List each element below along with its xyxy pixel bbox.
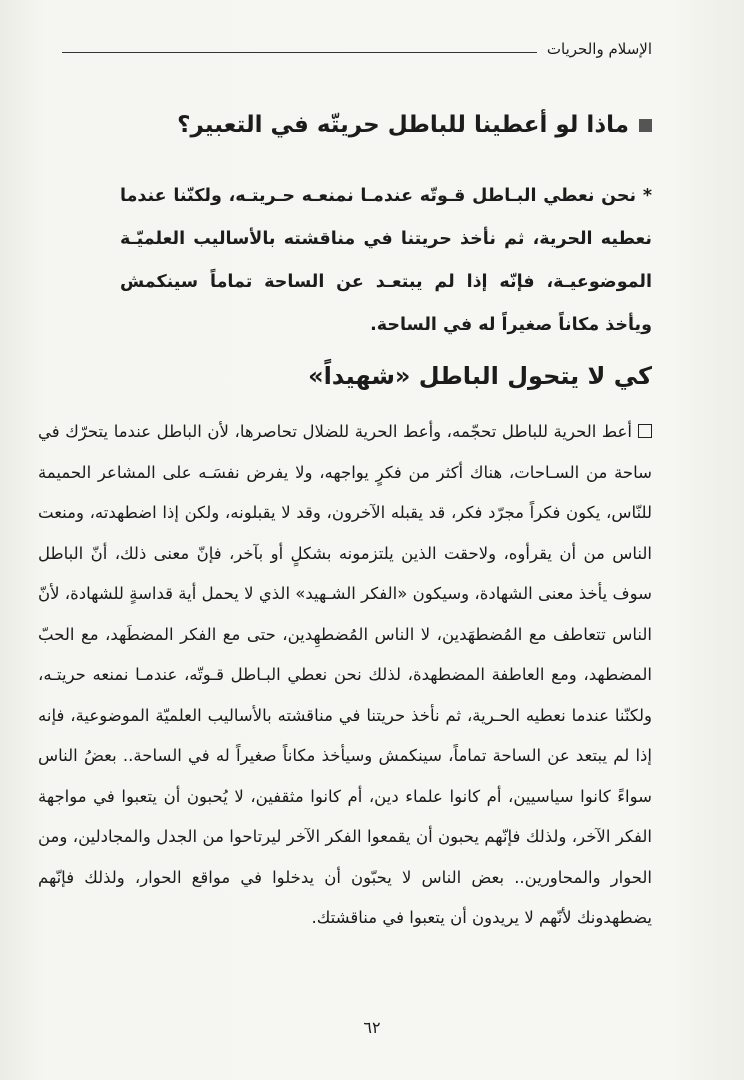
section-heading: كي لا يتحول الباطل «شهيداً» (308, 362, 652, 390)
question-heading (40, 112, 652, 138)
body-paragraph-text: أعط الحرية للباطل تحجّمه، وأعط الحرية للضلال تحاصرها، لأن الباطل عندما يتحرّك في ساحة من السـاحات، هناك أكثر من فكرٍ يواجهه، ولا يفرض نفسَـه على المشاعر الحميمة للنّاس، يكون فكراً مجرّد فكر، قد يقبله الآخرون، وقد لا يقبلونه، ولكن إذا اضطهدته، ومنعت الناس من أن يقرأوه، ولاحقت الذين يلتزمونه بشكلٍ أو بآخر، فإنّ معنى ذلك، أنّ الباطل سوف يأخذ معنى الشهادة، وسيكون «الفكر الشـهيد» الذي لا يحمل أية قداسةٍ للشهادة، لأنّ الناس تتعاطف مع المُضطهَدين، لا الناس المُضطهِدين، حتى مع الفكر المضطَهد، مع الحبّ المضطهد، ومع العاطفة المضطهدة، لذلك نحن نعطي البـاطل قـوتّه، عندمـا نمنعه حريتـه، ولكنّنا عندما نعطيه الحـرية، ثم نأخذ حريتنا في مناقشته بالأساليب العلميّة الموضوعية، فإنه إذا لم يبتعد عن الساحة تماماً، سينكمش وسيأخذ مكاناً صغيراً له في الساحة.. بعضُ الناس سواءً كانوا سياسيين، أم كانوا علماء دين، أم كانوا مثقفين، لا يُحبون أن يتعبوا في مواجهة الفكر الآخر، ولذلك فإنّهم يحبون أن يقمعوا الفكر الآخر ليرتاحوا من الجدل والمجادلين، ومن الحوار والمحاورين.. بعض الناس لا يحبّون أن يدخلوا في مواقع الحوار، ولذلك فإنّهم يضطهدونك لأنّهم لا يريدون أن يتعبوا في مناقشتك. (38, 422, 652, 927)
header-rule (62, 52, 537, 53)
running-head-title: الإسلام والحريات (546, 40, 652, 58)
running-head (62, 40, 652, 58)
body-paragraph (38, 412, 652, 939)
page-number: ٦٢ (363, 1018, 381, 1037)
question-heading-text: ماذا لو أعطينا للباطل حريتّه في التعبير؟ (177, 112, 629, 138)
square-bullet-icon (639, 119, 652, 132)
answer-paragraph: * نحن نعطي البـاطل قـوتّه عندمـا نمنعـه حـريتـه، ولكنّنا عندما نعطيه الحرية، ثم نأخذ حريتنا في مناقشته بالأساليب العلميّـة الموضوعيـة، فإنّه إذا لم يبتعـد عن الساحة تماماً سينكمش ويأخذ مكاناً صغيراً له في الساحة. (120, 186, 652, 335)
hollow-square-bullet-icon (638, 424, 652, 438)
